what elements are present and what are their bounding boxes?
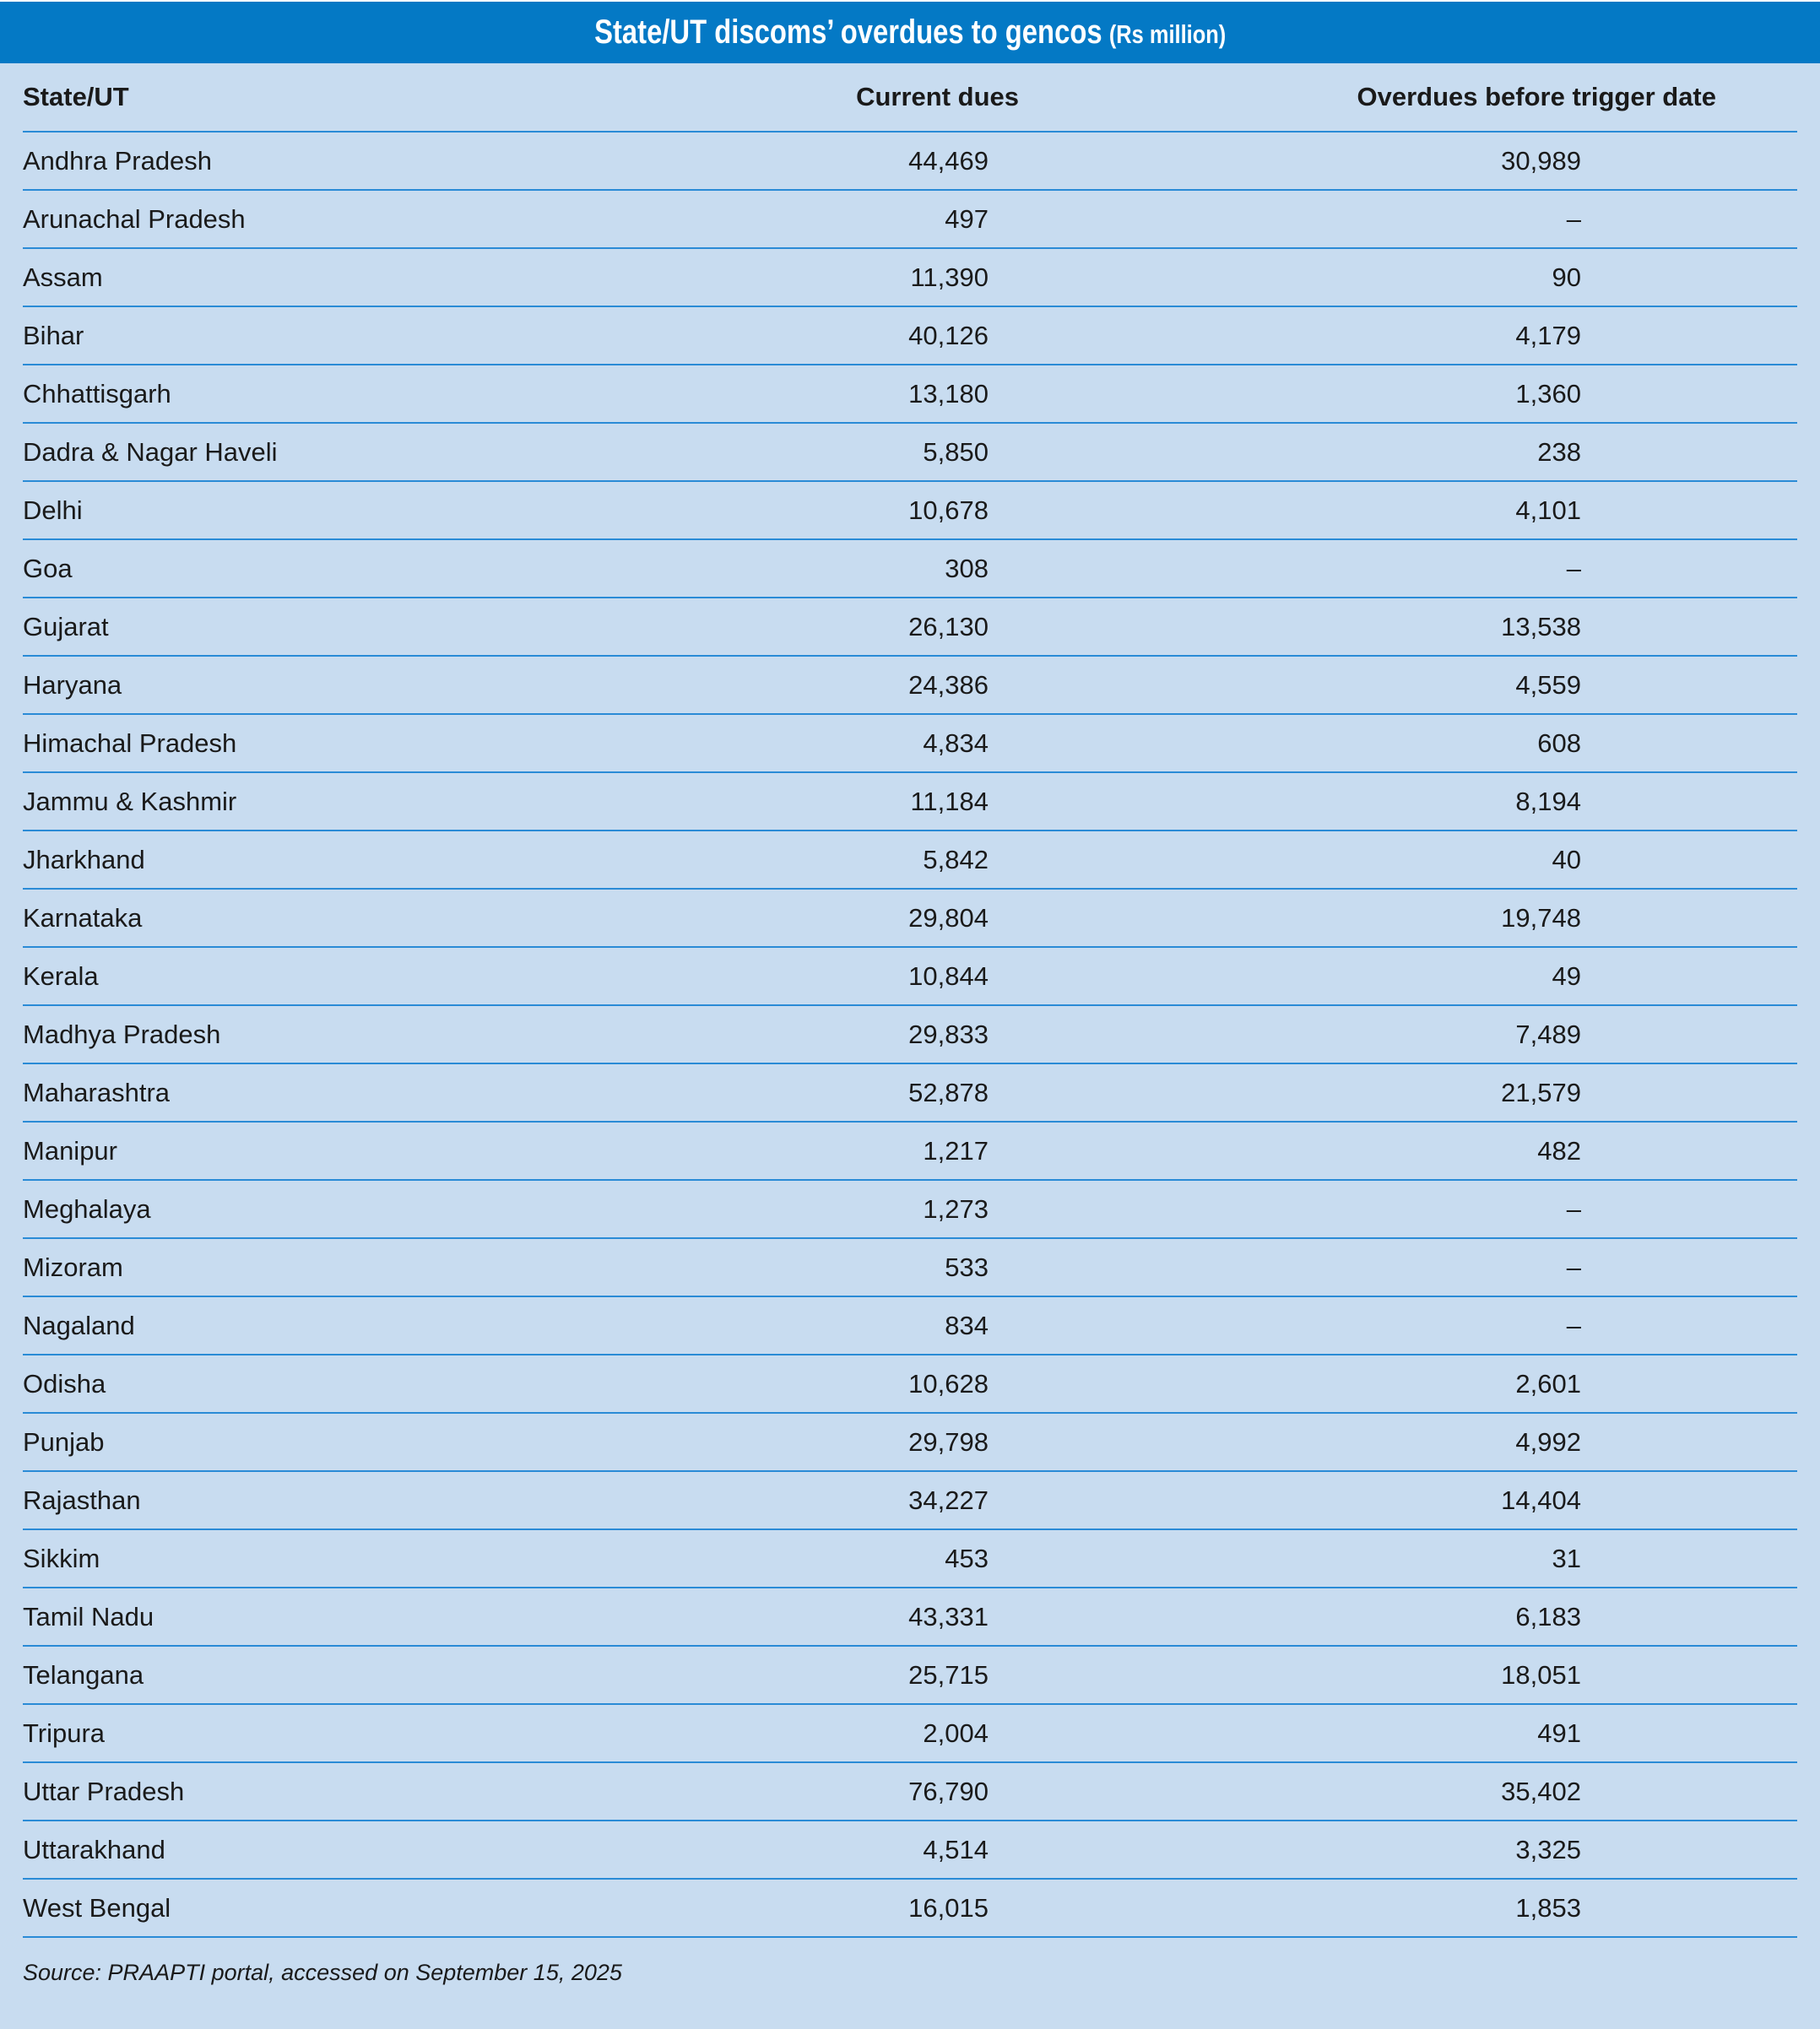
table-row — [23, 831, 1797, 890]
source-note: Source: PRAAPTI portal, accessed on September 15, 2025 — [23, 1960, 622, 1985]
table-header — [23, 63, 1797, 133]
cell-state: Tamil Nadu — [23, 1601, 154, 1631]
title — [594, 14, 1226, 51]
cell-current-dues: 4,834 — [923, 728, 989, 758]
header-current-dues: Current dues — [856, 82, 1019, 111]
cell-current-dues: 1,217 — [923, 1135, 989, 1166]
cell-current-dues: 834 — [945, 1310, 989, 1340]
table-row — [23, 773, 1797, 831]
cell-state: Rajasthan — [23, 1485, 141, 1515]
table-row — [23, 715, 1797, 773]
cell-current-dues: 10,628 — [908, 1368, 989, 1399]
cell-overdues: 31 — [1552, 1543, 1581, 1573]
cell-state: Uttar Pradesh — [23, 1776, 185, 1806]
cell-overdues: 4,559 — [1515, 669, 1581, 700]
cell-state: Andhra Pradesh — [23, 145, 213, 176]
table-row — [23, 365, 1797, 424]
cell-overdues: 19,748 — [1501, 902, 1581, 933]
cell-state: Bihar — [23, 320, 84, 350]
header-overdues: Overdues before trigger date — [1357, 82, 1716, 111]
cell-state: Goa — [23, 553, 73, 583]
cell-state: Chhattisgarh — [23, 378, 171, 409]
cell-overdues: 49 — [1552, 960, 1581, 991]
table-row — [23, 1763, 1797, 1821]
cell-state: Sikkim — [23, 1543, 100, 1573]
cell-state: Tripura — [23, 1718, 106, 1748]
cell-overdues: 608 — [1537, 728, 1581, 758]
cell-current-dues: 533 — [945, 1252, 989, 1282]
cell-state: Punjab — [23, 1426, 105, 1457]
cell-current-dues: 16,015 — [908, 1892, 989, 1923]
table-row — [23, 890, 1797, 948]
cell-current-dues: 24,386 — [908, 669, 989, 700]
cell-state: Haryana — [23, 669, 122, 700]
cell-current-dues: 29,804 — [908, 902, 989, 933]
table-row — [23, 133, 1797, 191]
title-main: State/UT discoms’ overdues to gencos — [593, 14, 1102, 51]
table-row — [23, 1239, 1797, 1297]
cell-current-dues: 5,850 — [923, 436, 989, 467]
cell-overdues: 4,179 — [1515, 320, 1581, 350]
table-row — [23, 540, 1797, 598]
table-row — [23, 1880, 1797, 1938]
cell-state: Odisha — [23, 1368, 106, 1399]
cell-overdues: – — [1566, 553, 1581, 583]
header-state: State/UT — [23, 82, 129, 111]
table-row — [23, 1181, 1797, 1239]
table-row — [23, 1821, 1797, 1880]
cell-current-dues: 34,227 — [908, 1485, 989, 1515]
cell-overdues: 3,325 — [1515, 1834, 1581, 1864]
table-row — [23, 1064, 1797, 1123]
cell-current-dues: 11,390 — [910, 262, 989, 292]
table-row — [23, 657, 1797, 715]
cell-state: Manipur — [23, 1135, 117, 1166]
cell-current-dues: 1,273 — [923, 1193, 989, 1224]
table-row — [23, 191, 1797, 249]
cell-current-dues: 76,790 — [908, 1776, 989, 1806]
cell-state: Gujarat — [23, 611, 109, 641]
table-row — [23, 1472, 1797, 1530]
cell-current-dues: 4,514 — [923, 1834, 989, 1864]
cell-overdues: – — [1566, 1310, 1581, 1340]
table-row — [23, 482, 1797, 540]
cell-current-dues: 40,126 — [908, 320, 989, 350]
table-row — [23, 1705, 1797, 1763]
cell-overdues: 238 — [1537, 436, 1581, 467]
table-row — [23, 307, 1797, 365]
cell-state: Telangana — [23, 1659, 144, 1690]
cell-overdues: 4,101 — [1515, 495, 1581, 525]
cell-overdues: 40 — [1552, 844, 1581, 874]
cell-current-dues: 308 — [945, 553, 989, 583]
cell-state: Delhi — [23, 495, 83, 525]
cell-current-dues: 453 — [945, 1543, 989, 1573]
cell-current-dues: 43,331 — [908, 1601, 989, 1631]
cell-overdues: 30,989 — [1501, 145, 1581, 176]
cell-current-dues: 13,180 — [908, 378, 989, 409]
cell-state: Kerala — [23, 960, 99, 991]
cell-current-dues: 11,184 — [910, 786, 989, 816]
cell-overdues: – — [1566, 1252, 1581, 1282]
title-bar — [0, 0, 1820, 63]
cell-overdues: 482 — [1537, 1135, 1581, 1166]
table-row — [23, 598, 1797, 657]
cell-current-dues: 2,004 — [923, 1718, 989, 1748]
table-row — [23, 1588, 1797, 1647]
table-row — [23, 424, 1797, 482]
cell-state: West Bengal — [23, 1892, 171, 1923]
cell-current-dues: 10,844 — [908, 960, 989, 991]
table-row — [23, 1530, 1797, 1588]
cell-state: Mizoram — [23, 1252, 123, 1282]
cell-overdues: 7,489 — [1515, 1019, 1581, 1049]
table-row — [23, 1414, 1797, 1472]
table-row — [23, 249, 1797, 307]
cell-current-dues: 497 — [945, 203, 989, 234]
cell-overdues: 35,402 — [1501, 1776, 1581, 1806]
cell-overdues: – — [1566, 203, 1581, 234]
cell-state: Meghalaya — [23, 1193, 151, 1224]
cell-overdues: 2,601 — [1515, 1368, 1581, 1399]
cell-state: Karnataka — [23, 902, 143, 933]
cell-overdues: 4,992 — [1515, 1426, 1581, 1457]
table-row — [23, 1006, 1797, 1064]
cell-overdues: 1,853 — [1515, 1892, 1581, 1923]
cell-state: Himachal Pradesh — [23, 728, 237, 758]
table-row — [23, 1123, 1797, 1181]
title-unit: (Rs million) — [1108, 19, 1227, 49]
cell-state: Jharkhand — [23, 844, 145, 874]
cell-current-dues: 52,878 — [908, 1077, 989, 1107]
cell-state: Maharashtra — [23, 1077, 171, 1107]
cell-overdues: 6,183 — [1515, 1601, 1581, 1631]
cell-overdues: – — [1566, 1193, 1581, 1224]
cell-overdues: 18,051 — [1501, 1659, 1581, 1690]
cell-current-dues: 44,469 — [908, 145, 989, 176]
table-body — [23, 133, 1797, 1938]
cell-state: Arunachal Pradesh — [23, 203, 246, 234]
cell-current-dues: 25,715 — [908, 1659, 989, 1690]
cell-overdues: 491 — [1537, 1718, 1581, 1748]
cell-overdues: 90 — [1552, 262, 1581, 292]
table-row — [23, 1647, 1797, 1705]
table-container — [0, 63, 1820, 1986]
table-row — [23, 948, 1797, 1006]
cell-overdues: 14,404 — [1501, 1485, 1581, 1515]
cell-overdues: 1,360 — [1515, 378, 1581, 409]
cell-current-dues: 26,130 — [908, 611, 989, 641]
cell-current-dues: 5,842 — [923, 844, 989, 874]
cell-overdues: 21,579 — [1501, 1077, 1581, 1107]
cell-current-dues: 29,833 — [908, 1019, 989, 1049]
cell-state: Madhya Pradesh — [23, 1019, 221, 1049]
cell-overdues: 8,194 — [1515, 786, 1581, 816]
cell-state: Nagaland — [23, 1310, 135, 1340]
cell-state: Dadra & Nagar Haveli — [23, 436, 278, 467]
table-row — [23, 1297, 1797, 1355]
cell-current-dues: 29,798 — [908, 1426, 989, 1457]
cell-state: Assam — [23, 262, 103, 292]
cell-overdues: 13,538 — [1501, 611, 1581, 641]
cell-state: Jammu & Kashmir — [23, 786, 237, 816]
cell-current-dues: 10,678 — [908, 495, 989, 525]
table-row — [23, 1355, 1797, 1414]
cell-state: Uttarakhand — [23, 1834, 165, 1864]
